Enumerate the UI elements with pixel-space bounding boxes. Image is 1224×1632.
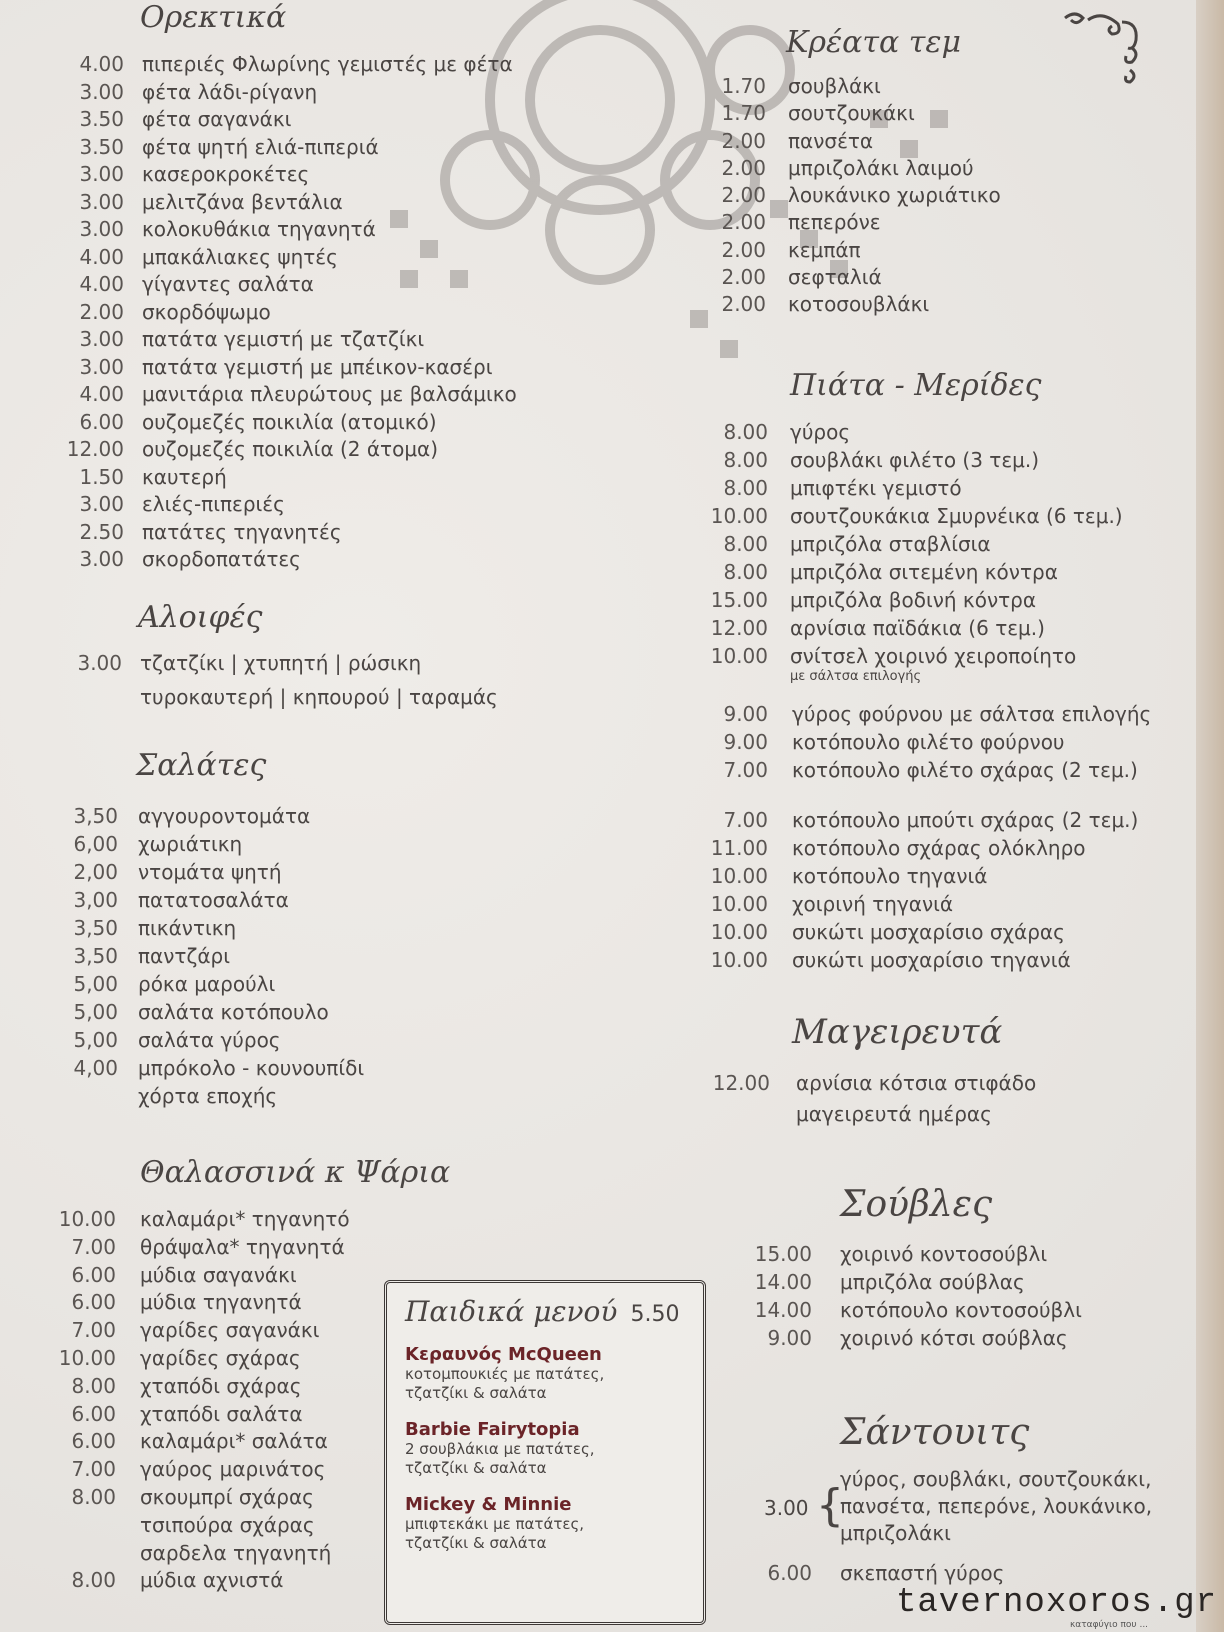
- item-name: χωριάτικη: [138, 832, 243, 856]
- pjata-list-2: [694, 700, 1151, 784]
- item-name: κοτόπουλο φιλέτο φούρνου: [792, 730, 1065, 754]
- item-name: σκορδόψωμο: [142, 299, 271, 324]
- item-price: 6.00: [79, 409, 124, 434]
- mageirefta-list: [696, 1068, 1036, 1130]
- item-name: μαγειρευτά ημέρας: [796, 1102, 992, 1126]
- item-name: συκώτι μοσχαρίσιο τηγανιά: [792, 948, 1071, 972]
- item-price: 2.00: [721, 237, 766, 262]
- menu-item: [60, 519, 517, 547]
- item-price: 2.00: [721, 155, 766, 180]
- menu-item: [60, 106, 517, 134]
- item-price: 8.00: [723, 560, 768, 584]
- menu-item: [60, 216, 517, 244]
- item-price: 2.00: [721, 183, 766, 208]
- item-name: σκεπαστή γύρος: [840, 1561, 1005, 1585]
- menu-item: [60, 546, 517, 574]
- menu-item: [60, 354, 517, 382]
- kids-menu-desc: κοτομπουκιές με πατάτες,: [405, 1365, 605, 1383]
- section-title-thalassina: Θαλασσινά κ Ψάρια: [140, 1155, 451, 1190]
- item-price: 7.00: [71, 1457, 116, 1482]
- menu-item: [60, 650, 498, 678]
- menu-item: [694, 946, 1138, 974]
- menu-item: [694, 834, 1138, 862]
- pjata-list: [694, 418, 1123, 670]
- swirl-ornament-icon: [1060, 8, 1150, 98]
- item-price: 11.00: [710, 836, 768, 860]
- item-name: μύδια τηγανητά: [140, 1290, 302, 1315]
- sandwich-line: γύρος, σουβλάκι, σουτζουκάκι,: [840, 1467, 1152, 1491]
- section-title-souvles: Σούβλες: [840, 1184, 993, 1225]
- item-price: 3,00: [73, 888, 118, 912]
- item-price: 2.00: [79, 299, 124, 324]
- item-price: 14.00: [754, 1270, 812, 1294]
- item-name: τζατζίκι | χτυπητή | ρώσικη: [140, 651, 422, 675]
- item-price: 8.00: [723, 448, 768, 472]
- item-price: 6.00: [71, 1262, 116, 1287]
- menu-item: [744, 1240, 1082, 1268]
- menu-item: [694, 530, 1123, 558]
- item-name: γαρίδες σχάρας: [140, 1345, 301, 1370]
- section-pjata: [790, 368, 1041, 409]
- pjata-list-3: [694, 806, 1138, 974]
- item-name: κολοκυθάκια τηγανητά: [142, 217, 376, 241]
- item-price: 6.00: [71, 1290, 116, 1315]
- item-name: σουτζουκάκια Σμυρνέικα (6 τεμ.): [790, 504, 1123, 528]
- item-price: 14.00: [754, 1298, 812, 1322]
- menu-item: [694, 558, 1123, 586]
- section-title-pjata: Πιάτα - Μερίδες: [790, 368, 1042, 403]
- menu-item: [54, 1289, 350, 1317]
- item-price: 3.50: [79, 134, 124, 159]
- item-price: 9.00: [767, 1326, 812, 1350]
- menu-item: [60, 189, 517, 217]
- salates-list: [58, 802, 364, 1110]
- menu-item: [54, 1234, 350, 1262]
- item-price: 3.00: [79, 327, 124, 351]
- item-price: 1.50: [79, 464, 124, 489]
- menu-item: [700, 73, 1001, 100]
- kids-menu-price: 5.50: [630, 1302, 680, 1327]
- kids-menu-box: [384, 1280, 706, 1625]
- item-price: 7.00: [71, 1318, 116, 1343]
- menu-item: [700, 291, 1001, 318]
- sandwich-line: μπριζολάκι: [840, 1521, 951, 1545]
- item-price: 1.70: [721, 101, 766, 126]
- menu-item: [694, 502, 1123, 530]
- item-name: πατατοσαλάτα: [138, 888, 289, 912]
- item-price: 4.00: [79, 52, 124, 76]
- item-name: χταπόδι σχάρας: [140, 1373, 302, 1398]
- item-name: χοιρινή τηγανιά: [792, 892, 954, 916]
- item-price: 9.00: [723, 730, 768, 754]
- item-name: πανσέτα: [788, 128, 874, 153]
- section-souvles: [840, 1184, 992, 1231]
- item-name: σεφταλιά: [788, 265, 882, 290]
- menu-item: [744, 1268, 1082, 1296]
- menu-item: [700, 209, 1001, 236]
- item-price: 4.00: [79, 244, 124, 269]
- menu-item: [54, 1317, 350, 1345]
- item-name: κοτόπουλο φιλέτο σχάρας (2 τεμ.): [792, 758, 1138, 782]
- section-title-sandwich: Σάντουιτς: [840, 1412, 1030, 1453]
- item-name: πικάντικη: [138, 916, 237, 940]
- item-name: ελιές-πιπεριές: [142, 492, 285, 516]
- kreata-list: [700, 73, 1001, 319]
- item-name: σκορδοπατάτες: [142, 547, 301, 571]
- menu-item: [694, 474, 1123, 502]
- item-name: σαλάτα κοτόπουλο: [138, 1000, 329, 1024]
- item-name: σουτζουκάκι: [788, 101, 915, 126]
- kids-menu-name: Κεραυνός McQueen: [405, 1344, 602, 1365]
- kids-menu-desc: τζατζίκι & σαλάτα: [405, 1384, 547, 1402]
- menu-item: [54, 1456, 350, 1484]
- item-name: κοτόπουλο τηγανιά: [792, 864, 988, 888]
- item-name: τυροκαυτερή | κηπουρού | ταραμάς: [140, 684, 498, 709]
- item-price: 8.00: [723, 476, 768, 500]
- item-name: πατάτες τηγανητές: [142, 519, 342, 544]
- item-price: 2.00: [721, 128, 766, 153]
- item-name: κοτόπουλο σχάρας ολόκληρο: [792, 836, 1086, 860]
- item-price: 3.00: [79, 162, 124, 186]
- item-price: 6,00: [73, 832, 118, 856]
- item-price: 3.50: [79, 107, 124, 131]
- menu-item: [700, 100, 1001, 127]
- menu-item: [60, 161, 517, 189]
- menu-item: [54, 1206, 350, 1234]
- item-price: 3.00: [79, 547, 124, 571]
- item-price: 8.00: [71, 1568, 116, 1593]
- menu-item: [694, 728, 1151, 756]
- item-price: 15.00: [710, 588, 768, 612]
- item-price: 2,00: [73, 860, 118, 884]
- item-name: σκουμπρί σχάρας: [140, 1484, 314, 1509]
- item-name: καλαμάρι* σαλάτα: [140, 1429, 328, 1454]
- menu-item: [60, 381, 517, 409]
- item-name: ουζομεζές ποικιλία (ατομικό): [142, 409, 437, 434]
- item-name: σουβλάκι φιλέτο (3 τεμ.): [790, 448, 1040, 472]
- item-name: καυτερή: [142, 464, 227, 489]
- item-name: γίγαντες σαλάτα: [142, 272, 314, 296]
- menu-item: [60, 244, 517, 272]
- item-name: χόρτα εποχής: [138, 1084, 278, 1108]
- menu-item: [60, 79, 517, 107]
- kids-menu-desc: μπιφτεκάκι με πατάτες,: [405, 1515, 585, 1533]
- section-thalassina: [140, 1155, 450, 1196]
- section-title-mageirefta: Μαγειρευτά: [792, 1012, 1003, 1052]
- menu-item: [58, 970, 364, 998]
- item-price: 10.00: [710, 864, 768, 888]
- item-name: μύδια αχνιστά: [140, 1568, 284, 1593]
- menu-item: [54, 1262, 350, 1290]
- section-aloifes: [138, 600, 262, 641]
- item-name: σαλάτα γύρος: [138, 1028, 281, 1052]
- item-name: μπακάλιακες ψητές: [142, 244, 338, 269]
- item-name: φέτα λάδι-ρίγανη: [142, 79, 318, 104]
- item-name: καλαμάρι* τηγανητό: [140, 1207, 350, 1231]
- item-name: φέτα σαγανάκι: [142, 107, 292, 131]
- item-name: σαρδελα τηγανητή: [140, 1540, 332, 1565]
- page-edge: [1196, 0, 1224, 1632]
- menu-item: [60, 51, 517, 79]
- item-name: γύρος φούρνου με σάλτσα επιλογής: [792, 702, 1152, 726]
- kids-menu-header: [405, 1295, 685, 1328]
- item-price: 10.00: [710, 920, 768, 944]
- section-orektika: [140, 0, 286, 41]
- menu-item: [694, 890, 1138, 918]
- item-name: συκώτι μοσχαρίσιο σχάρας: [792, 920, 1065, 944]
- section-mageirefta: [792, 1012, 1002, 1058]
- item-price: 3.00: [79, 492, 124, 516]
- item-price: 10.00: [710, 644, 768, 668]
- item-name: θράψαλα* τηγανητά: [140, 1234, 345, 1259]
- menu-item: [60, 271, 517, 299]
- item-name: γύρος: [790, 420, 851, 444]
- item-price: 7.00: [71, 1234, 116, 1259]
- item-price: 3.00: [79, 354, 124, 379]
- section-title-salates: Σαλάτες: [136, 748, 267, 783]
- note-salsa: με σάλτσα επιλογής: [790, 669, 922, 684]
- item-price: 9.00: [723, 702, 768, 726]
- menu-item: [54, 1540, 350, 1568]
- item-price: 1.70: [721, 74, 766, 98]
- item-name: μπριζόλα βοδινή κόντρα: [790, 588, 1037, 612]
- menu-item: [58, 858, 364, 886]
- item-name: μανιτάρια πλευρώτους με βαλσάμικο: [142, 382, 517, 406]
- menu-item: [700, 264, 1001, 291]
- menu-item: [54, 1512, 350, 1540]
- item-price: 4.00: [79, 382, 124, 406]
- menu-item: [744, 1296, 1082, 1324]
- menu-item: [694, 700, 1151, 728]
- item-name: κασεροκροκέτες: [142, 162, 310, 186]
- section-title-orektika: Ορεκτικά: [140, 0, 287, 35]
- item-price: 6.00: [767, 1561, 812, 1585]
- menu-item: [58, 886, 364, 914]
- item-name: ρόκα μαρούλι: [138, 972, 276, 996]
- menu-item: [54, 1345, 350, 1373]
- item-price: 12.00: [710, 616, 768, 640]
- item-price: 2.00: [721, 265, 766, 290]
- item-name: σουβλάκι: [788, 74, 881, 98]
- item-name: φέτα ψητή ελιά-πιπεριά: [142, 134, 379, 159]
- kids-menu-title: Παιδικά μενού: [405, 1295, 618, 1328]
- sandwich-list: [840, 1466, 1152, 1547]
- menu-item: [60, 326, 517, 354]
- item-name: πεπερόνε: [788, 210, 881, 235]
- menu-item: [60, 134, 517, 162]
- menu-item: [54, 1567, 350, 1595]
- menu-item: [58, 914, 364, 942]
- orektika-list: [60, 51, 517, 574]
- item-price: 3,50: [73, 916, 118, 940]
- item-price: 3,50: [73, 944, 118, 968]
- item-price: 12.00: [712, 1071, 770, 1095]
- souvles-list: [744, 1240, 1082, 1352]
- section-title-kreata: Κρέατα τεμ: [786, 25, 961, 60]
- menu-item: [696, 1068, 1036, 1099]
- section-kreata: [786, 25, 961, 66]
- menu-item: [60, 491, 517, 519]
- item-price: 10.00: [58, 1345, 116, 1370]
- item-name: αγγουροντομάτα: [138, 804, 311, 828]
- aloifes-list: [60, 650, 498, 711]
- item-price: 8.00: [71, 1373, 116, 1398]
- menu-item: [58, 1054, 364, 1082]
- menu-item: [696, 1099, 1036, 1130]
- item-price: 5,00: [73, 1028, 118, 1052]
- item-name: αρνίσια παϊδάκια (6 τεμ.): [790, 616, 1045, 640]
- menu-item: [58, 802, 364, 830]
- item-name: κοτόπουλο κοντοσούβλι: [840, 1298, 1082, 1322]
- item-name: χοιρινό κότσι σούβλας: [840, 1326, 1068, 1350]
- item-price: 2.00: [721, 292, 766, 317]
- item-name: πατάτα γεμιστή με τζατζίκι: [142, 327, 425, 351]
- menu-item: [58, 830, 364, 858]
- kids-menu-desc: τζατζίκι & σαλάτα: [405, 1534, 547, 1552]
- item-name: πατάτα γεμιστή με μπέικον-κασέρι: [142, 354, 493, 379]
- menu-item: [60, 684, 498, 712]
- watermark-subtext: καταφύγιο που ...: [1070, 1620, 1149, 1630]
- item-name: χταπόδι σαλάτα: [140, 1401, 303, 1426]
- item-price: 4.00: [79, 272, 124, 296]
- menu-item: [58, 942, 364, 970]
- menu-item: [54, 1428, 350, 1456]
- menu-item: [60, 409, 517, 437]
- menu-item: [694, 614, 1123, 642]
- item-price: 3.00: [79, 79, 124, 104]
- item-name: γαύρος μαρινάτος: [140, 1457, 326, 1482]
- menu-item: [694, 918, 1138, 946]
- menu-item: [694, 418, 1123, 446]
- menu-item: [700, 237, 1001, 264]
- kids-menu-desc: τζατζίκι & σαλάτα: [405, 1459, 547, 1477]
- item-name: κοτοσουβλάκι: [788, 292, 930, 317]
- menu-item: [54, 1373, 350, 1401]
- menu-item: [58, 1026, 364, 1054]
- item-name: μπρόκολο - κουνουπίδι: [138, 1056, 365, 1080]
- item-name: ντομάτα ψητή: [138, 860, 282, 884]
- item-price: 15.00: [754, 1242, 812, 1266]
- watermark-url: tavernoxoros.gr: [896, 1584, 1218, 1622]
- item-price: 3.00: [77, 651, 122, 675]
- menu-item: [694, 862, 1138, 890]
- item-name: μπιφτέκι γεμιστό: [790, 476, 962, 500]
- item-price: 8.00: [723, 420, 768, 444]
- menu-item: [54, 1401, 350, 1429]
- item-price: 6.00: [71, 1401, 116, 1426]
- kids-menu-name: Mickey & Minnie: [405, 1494, 572, 1515]
- menu-item: [694, 586, 1123, 614]
- menu-item: [58, 998, 364, 1026]
- item-price: 6.00: [71, 1429, 116, 1454]
- item-price: 12.00: [66, 437, 124, 461]
- item-price: 8.00: [71, 1484, 116, 1509]
- item-price: 2.00: [721, 210, 766, 235]
- item-name: μπριζόλα σιτεμένη κόντρα: [790, 560, 1058, 584]
- menu-item: [694, 756, 1151, 784]
- item-name: μπριζόλα σούβλας: [840, 1270, 1025, 1294]
- kids-menu-name: Barbie Fairytopia: [405, 1419, 580, 1440]
- item-price: 2.50: [79, 519, 124, 544]
- item-price: 10.00: [710, 892, 768, 916]
- menu-item: [54, 1484, 350, 1512]
- item-name: κοτόπουλο μπούτι σχάρας (2 τεμ.): [792, 808, 1139, 832]
- menu-item: [700, 128, 1001, 155]
- menu-item: [60, 299, 517, 327]
- item-price: 10.00: [710, 948, 768, 972]
- brace-icon: {: [816, 1480, 844, 1531]
- item-price: 7.00: [723, 758, 768, 782]
- kids-menu-desc: 2 σουβλάκια με πατάτες,: [405, 1440, 595, 1458]
- item-price: 3.00: [79, 217, 124, 241]
- menu-item: [60, 464, 517, 492]
- item-name: ουζομεζές ποικιλία (2 άτομα): [142, 437, 439, 461]
- section-salates: [136, 748, 266, 789]
- sandwich-price: 3.00: [764, 1496, 809, 1520]
- item-price: 4,00: [73, 1056, 118, 1080]
- section-title-aloifes: Αλοιφές: [138, 600, 263, 635]
- menu-item: [694, 446, 1123, 474]
- menu-item: [694, 806, 1138, 834]
- menu-item: [744, 1324, 1082, 1352]
- menu-item: [700, 182, 1001, 209]
- menu-item: [700, 155, 1001, 182]
- item-price: 10.00: [58, 1207, 116, 1231]
- menu-item: [60, 436, 517, 464]
- item-price: 5,00: [73, 1000, 118, 1024]
- item-name: μπριζόλα σταβλίσια: [790, 532, 991, 556]
- item-name: κεμπάπ: [788, 237, 861, 262]
- item-price: 10.00: [710, 504, 768, 528]
- item-name: μπριζολάκι λαιμού: [788, 155, 974, 180]
- item-name: χοιρινό κοντοσούβλι: [840, 1242, 1048, 1266]
- item-name: λουκάνικο χωριάτικο: [788, 183, 1001, 208]
- item-name: σνίτσελ χοιρινό χειροποίητο: [790, 644, 1077, 668]
- item-price: 3,50: [73, 804, 118, 828]
- menu-item: [694, 642, 1123, 670]
- item-price: 3.00: [79, 189, 124, 214]
- menu-item: [58, 1082, 364, 1110]
- item-price: 5,00: [73, 972, 118, 996]
- item-price: 7.00: [723, 808, 768, 832]
- item-name: πιπεριές Φλωρίνης γεμιστές με φέτα: [142, 52, 513, 76]
- item-name: τσιπούρα σχάρας: [140, 1512, 315, 1537]
- item-price: 8.00: [723, 532, 768, 556]
- item-name: αρνίσια κότσια στιφάδο: [796, 1071, 1037, 1095]
- item-name: μελιτζάνα βεντάλια: [142, 189, 343, 214]
- thalassina-list: [54, 1206, 350, 1595]
- section-sandwich: [840, 1412, 1029, 1459]
- item-name: γαρίδες σαγανάκι: [140, 1318, 320, 1343]
- item-name: παντζάρι: [138, 944, 230, 968]
- sandwich-line: πανσέτα, πεπερόνε, λουκάνικο,: [840, 1494, 1153, 1518]
- item-name: μύδια σαγανάκι: [140, 1262, 297, 1287]
